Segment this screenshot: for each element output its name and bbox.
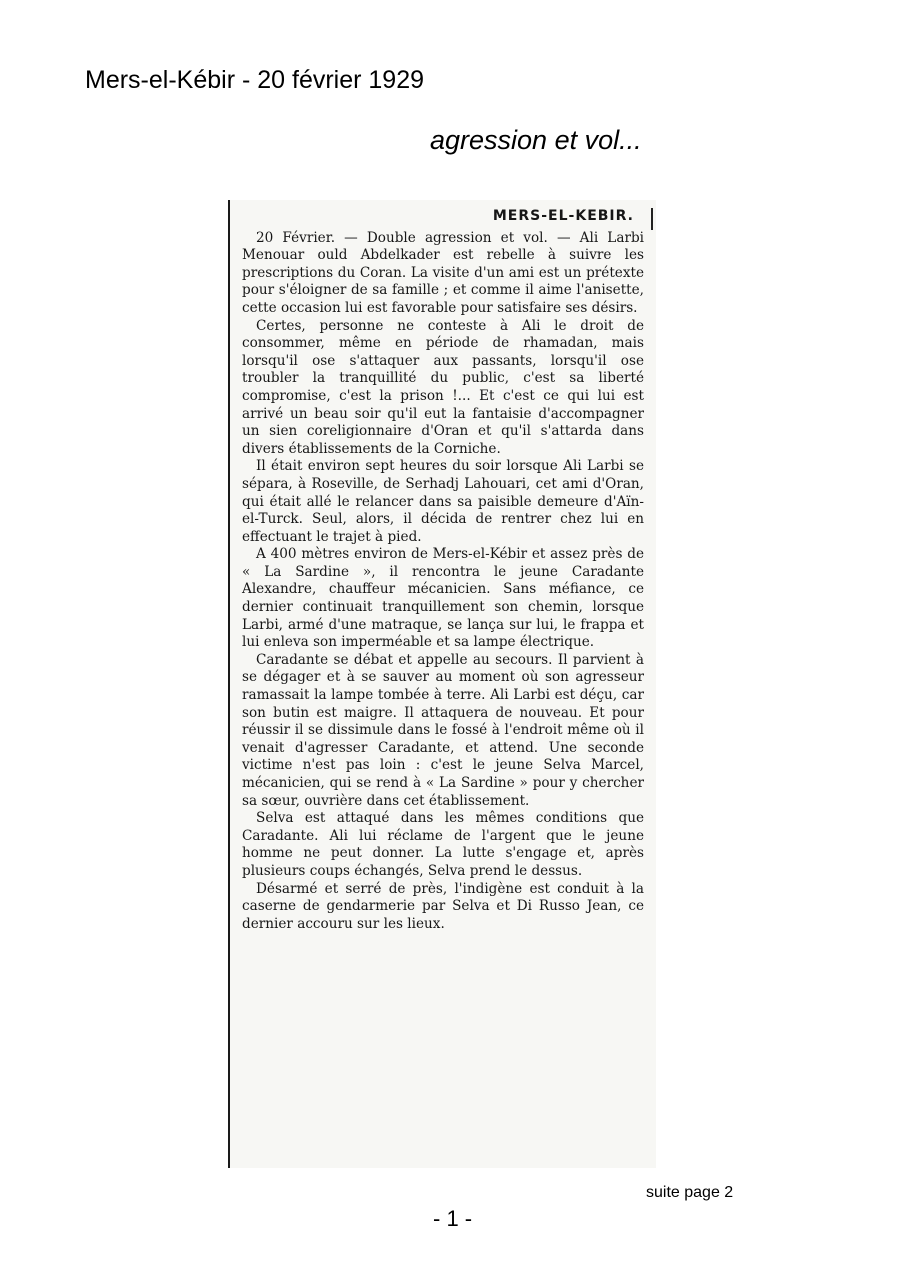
clipping-paragraph-5: Caradante se débat et appelle au secours. Il parvient à se dégager et à se sauver au moment où son agresseur ramassait la lampe tombée à terre. Ali Larbi est déçu, car son butin est maigre. Il attaquera de nouveau. Et pour réussir il se dissimule dans le fossé à l'endroit même où il venait d'agresser Caradante, et attend. Une seconde victime n'est pas loin : c'est le jeune Selva Marcel, mécanicien, qui se rend à « La Sardine » pour y chercher sa sœur, ouvrière dans cet établissement. [242, 651, 644, 809]
clipping-paragraph-7: Désarmé et serré de près, l'indigène est conduit à la caserne de gendarmerie par Selva et Di Russo Jean, ce dernier accouru sur les lieux. [242, 880, 644, 932]
clipping-paragraph-4: A 400 mètres environ de Mers-el-Kébir et assez près de « La Sardine », il rencontra le jeune Caradante Alexandre, chauffeur mécanicien. Sans méfiance, ce dernier continuait tranquillement son chemin, lorsque Larbi, armé d'une matraque, se lança sur lui, le frappa et lui enleva son imperméable et sa lampe électrique. [242, 546, 644, 651]
page-subtitle: agression et vol... [430, 125, 642, 155]
page-number: - 1 - [433, 1206, 473, 1231]
newspaper-clipping [228, 200, 656, 1168]
clipping-heading: MERS-EL-KEBIR. [492, 208, 634, 224]
page-title: Mers-el-Kébir - 20 février 1929 [85, 66, 425, 94]
clipping-paragraph-2: Certes, personne ne conteste à Ali le droit de consommer, même en période de rhamadan, mais lorsqu'il ose s'attaquer aux passants, lorsqu'il ose troubler la tranquillité du public, c'est sa liberté compromise, c'est la prison !... Et c'est ce qui lui est arrivé un beau soir qu'il eut la fantaisie d'accompagner un sien coreligionnaire d'Oran et qu'il s'attarda dans divers établissements de la Corniche. [242, 317, 644, 457]
clipping-paragraph-1: 20 Février. — Double agression et vol. — Ali Larbi Menouar ould Abdelkader est rebelle à suivre les prescriptions du Coran. La visite d'un ami est un prétexte pour s'éloigner de sa famille ; et comme il aime l'anisette, cette occasion lui est favorable pour satisfaire ses désirs. [242, 229, 644, 316]
clipping-paragraph-6: Selva est attaqué dans les mêmes conditions que Caradante. Ali lui réclame de l'argent que le jeune homme ne peut donner. La lutte s'engage et, après plusieurs coups échangés, Selva prend le dessus. [242, 810, 644, 879]
clipping-paragraph-3: Il était environ sept heures du soir lorsque Ali Larbi se sépara, à Roseville, de Serhadj Lahouari, cet ami d'Oran, qui était allé le relancer dans sa paisible demeure d'Aïn-el-Turck. Seul, alors, il décida de rentrer chez lui en effectuant le trajet à pied. [242, 458, 644, 545]
continuation-note: suite page 2 [646, 1184, 734, 1201]
